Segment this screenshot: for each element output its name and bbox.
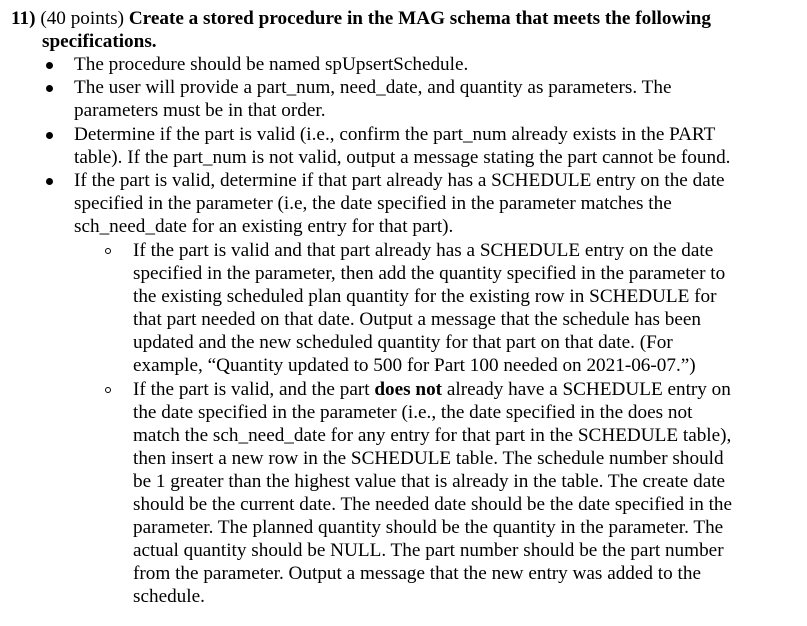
- subbullet-2-line-1: [133, 378, 731, 401]
- subbullet-2-line-10: schedule.: [133, 586, 205, 607]
- question-points: (40 points): [40, 8, 125, 29]
- bullet-4-line-1: If the part is valid, determine if that part already has a SCHEDULE entry on the date: [74, 170, 725, 191]
- question-heading: [11, 7, 711, 30]
- subbullet-1-line-3: the existing scheduled plan quantity for the existing row in SCHEDULE for: [133, 286, 717, 307]
- bullet-4-line-2: specified in the parameter (i.e, the date specified in the parameter matches the: [74, 193, 672, 214]
- bullet-4-line-3: sch_need_date for an existing entry for that part).: [74, 216, 454, 237]
- subbullet-2-line-2: the date specified in the parameter (i.e., the date specified in the does not: [133, 402, 693, 423]
- subbullet-2-line-9: from the parameter. Output a message that the new entry was added to the: [133, 563, 701, 584]
- bullet-3-line-2: table). If the part_num is not valid, output a message stating the part cannot be found.: [74, 147, 731, 168]
- subbullet-2-line-4: then insert a new row in the SCHEDULE table. The schedule number should: [133, 448, 724, 469]
- subbullet-2-line-6: should be the current date. The needed date should be the date specified in the: [133, 494, 733, 515]
- question-number: 11): [11, 8, 36, 29]
- subbullet-2-emphasis: does not: [374, 379, 443, 400]
- bullet-2-line-1: The user will provide a part_num, need_date, and quantity as parameters. The: [74, 77, 672, 98]
- bullet-1-line-1: The procedure should be named spUpsertSchedule.: [74, 54, 469, 75]
- bullet-2-line-2: parameters must be in that order.: [74, 100, 326, 121]
- bullet-marker: [46, 178, 53, 185]
- subbullet-2-text-pre: If the part is valid, and the part: [133, 379, 375, 400]
- subbullet-marker: [105, 387, 111, 393]
- bullet-marker: [46, 85, 53, 92]
- subbullet-1-line-2: specified in the parameter, then add the quantity specified in the parameter to: [133, 263, 726, 284]
- bullet-3-line-1: Determine if the part is valid (i.e., confirm the part_num already exists in the PART: [74, 124, 716, 145]
- bullet-marker: [46, 132, 53, 139]
- subbullet-2-line-5: be 1 greater than the highest value that is already in the table. The create date: [133, 471, 726, 492]
- subbullet-marker: [105, 248, 111, 254]
- subbullet-2-line-7: parameter. The planned quantity should be the quantity in the parameter. The: [133, 517, 724, 538]
- subbullet-2-line-8: actual quantity should be NULL. The part number should be the part number: [133, 540, 724, 561]
- subbullet-1-line-4: that part needed on that date. Output a message that the schedule has been: [133, 309, 701, 330]
- subbullet-1-line-5: updated and the new scheduled quantity for that part on that date. (For: [133, 332, 673, 353]
- subbullet-2-text-post: already have a SCHEDULE entry on: [442, 379, 731, 400]
- subbullet-2-line-3: match the sch_need_date for any entry for that part in the SCHEDULE table),: [133, 425, 732, 446]
- bullet-marker: [46, 62, 53, 69]
- subbullet-1-line-6: example, “Quantity updated to 500 for Part 100 needed on 2021-06-07.”): [133, 355, 696, 376]
- question-title: Create a stored procedure in the MAG schema that meets the following: [128, 8, 711, 29]
- subbullet-1-line-1: If the part is valid and that part already has a SCHEDULE entry on the date: [133, 240, 714, 261]
- question-title-continued: specifications.: [42, 31, 157, 52]
